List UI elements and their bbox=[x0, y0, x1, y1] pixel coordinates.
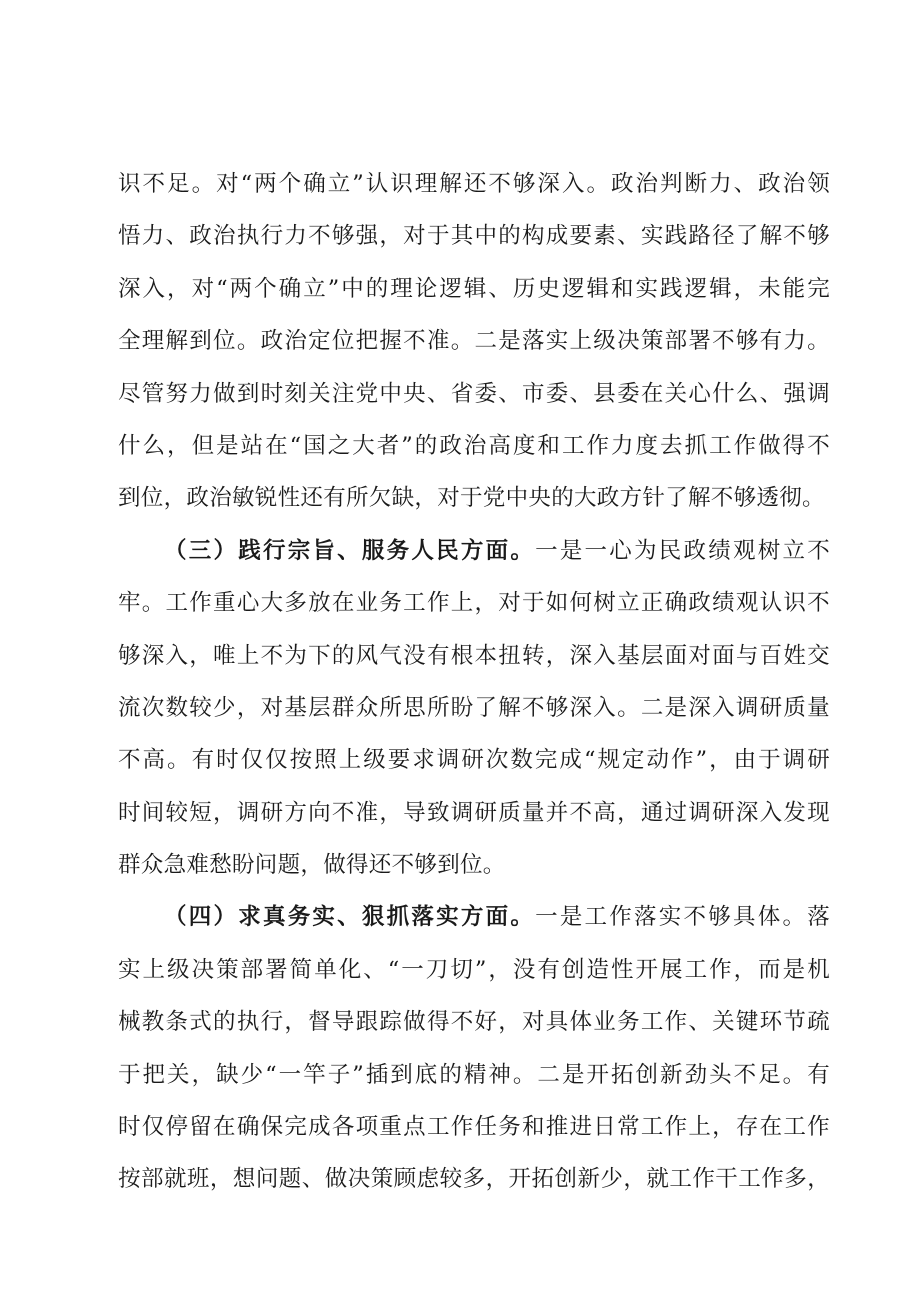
text-line: 什么，但是站在“国之大者”的政治高度和工作力度去抓工作做得不 bbox=[118, 432, 830, 459]
text-line: 够深入，唯上不为下的风气没有根本扭转，深入基层面对面与百姓交 bbox=[118, 642, 830, 669]
text-line: 时仅停留在确保完成各项重点工作任务和推进日常工作上，存在工作 bbox=[118, 1114, 830, 1141]
paragraph-political bbox=[118, 158, 830, 525]
text-line: 到位，政治敏锐性还有所欠缺，对于党中央的大政方针了解不够透彻。 bbox=[118, 485, 825, 512]
text-line: 悟力、政治执行力不够强，对于其中的构成要素、实践路径了解不够 bbox=[118, 223, 830, 250]
text-line: 尽管努力做到时刻关注党中央、省委、市委、县委在关心什么、强调 bbox=[118, 380, 830, 407]
text-line: 不高。有时仅仅按照上级要求调研次数完成“规定动作”，由于调研 bbox=[118, 747, 830, 774]
text-line bbox=[118, 525, 830, 577]
text-line: 实上级决策部署简单化、“一刀切”，没有创造性开展工作，而是机 bbox=[118, 956, 830, 983]
text-line: 深入，对“两个确立”中的理论逻辑、历史逻辑和实践逻辑，未能完 bbox=[118, 275, 830, 302]
section-heading: （三）践行宗旨、服务人民方面。 bbox=[164, 537, 536, 564]
text-line: 械教条式的执行，督导跟踪做得不好，对具体业务工作、关键环节疏 bbox=[118, 1009, 830, 1036]
text-line: 全理解到位。政治定位把握不准。二是落实上级决策部署不够有力。 bbox=[118, 328, 830, 355]
document-body bbox=[118, 158, 830, 1206]
text-line: 按部就班，想问题、做决策顾虑较多，开拓创新少，就工作干工作多， bbox=[118, 1166, 830, 1193]
paragraph-implementation bbox=[118, 891, 830, 1205]
text-line: 群众急难愁盼问题，做得还不够到位。 bbox=[118, 852, 506, 879]
text-line: 牢。工作重心大多放在业务工作上，对于如何树立正确政绩观认识不 bbox=[118, 590, 830, 617]
text-fragment: 一是一心为民政绩观树立不 bbox=[535, 537, 830, 564]
text-line: 于把关，缺少“一竿子”插到底的精神。二是开拓创新劲头不足。有 bbox=[118, 1061, 830, 1088]
text-line: 流次数较少，对基层群众所思所盼了解不够深入。二是深入调研质量 bbox=[118, 694, 830, 721]
section-heading: （四）求真务实、狠抓落实方面。 bbox=[164, 904, 536, 931]
text-fragment: 一是工作落实不够具体。落 bbox=[535, 904, 830, 931]
text-line: 时间较短，调研方向不准，导致调研质量并不高，通过调研深入发现 bbox=[118, 799, 830, 826]
paragraph-serve-people bbox=[118, 525, 830, 892]
text-line bbox=[118, 891, 830, 943]
text-line: 识不足。对“两个确立”认识理解还不够深入。政治判断力、政治领 bbox=[118, 171, 830, 197]
